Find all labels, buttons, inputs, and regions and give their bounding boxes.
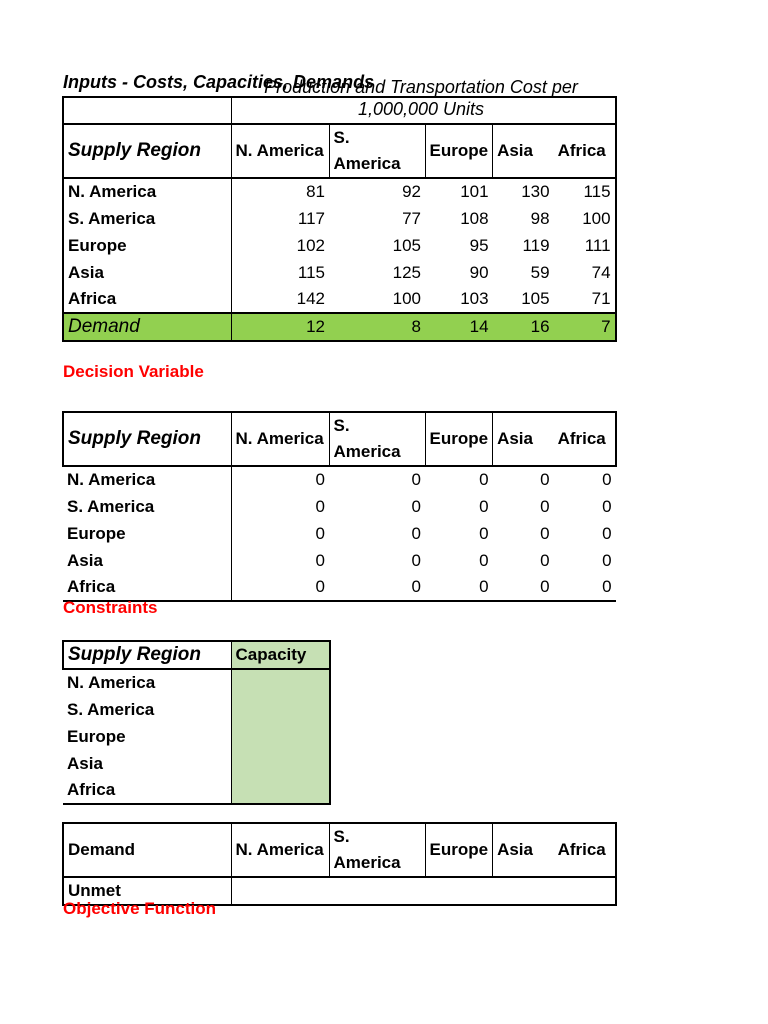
cost-cell[interactable]: 100 bbox=[554, 205, 616, 232]
capacity-cell[interactable] bbox=[231, 723, 330, 750]
table-row bbox=[63, 520, 616, 547]
row-label[interactable]: N. America bbox=[63, 178, 231, 205]
decision-cell[interactable]: 0 bbox=[540, 523, 550, 543]
decision-cell[interactable]: 0 bbox=[315, 496, 325, 516]
inputs-cost-table bbox=[62, 96, 617, 342]
row-label[interactable]: S. America bbox=[63, 493, 231, 520]
row-label[interactable]: Africa bbox=[63, 777, 231, 804]
col-header-asia[interactable]: Asia bbox=[493, 823, 554, 877]
table-row bbox=[63, 493, 616, 520]
cost-cell[interactable]: 130 bbox=[521, 182, 550, 201]
decision-cell[interactable]: 0 bbox=[411, 470, 421, 489]
unmet-cell[interactable] bbox=[425, 877, 493, 905]
col-header-europe[interactable]: Europe bbox=[425, 124, 493, 178]
decision-cell[interactable]: 0 bbox=[602, 496, 612, 516]
row-label[interactable]: Europe bbox=[63, 232, 231, 259]
cost-cell[interactable]: 74 bbox=[554, 259, 616, 286]
unmet-cell[interactable] bbox=[329, 877, 425, 905]
unmet-cell[interactable] bbox=[554, 877, 616, 905]
decision-cell[interactable]: 0 bbox=[540, 496, 550, 516]
decision-variable-title: Decision Variable bbox=[63, 362, 204, 381]
capacity-cell[interactable] bbox=[231, 777, 330, 804]
col-header-s-america[interactable]: S. America bbox=[329, 823, 425, 877]
cost-cell[interactable]: 101 bbox=[460, 182, 489, 201]
capacity-cell[interactable] bbox=[231, 696, 330, 723]
table-row bbox=[63, 777, 330, 804]
demand-header[interactable]: Demand bbox=[63, 823, 231, 877]
row-label[interactable]: Africa bbox=[63, 286, 231, 313]
decision-cell[interactable]: 0 bbox=[479, 550, 489, 570]
col-header-africa[interactable]: Africa bbox=[554, 412, 616, 466]
cost-cell[interactable]: 119 bbox=[522, 235, 550, 255]
capacity-cell[interactable] bbox=[231, 669, 330, 696]
capacity-table bbox=[62, 640, 331, 805]
col-header-africa[interactable]: Africa bbox=[554, 124, 616, 178]
row-label[interactable]: N. America bbox=[63, 669, 231, 696]
cost-cell[interactable]: 108 bbox=[460, 208, 489, 228]
decision-cell[interactable]: 0 bbox=[479, 523, 489, 543]
col-header-n-america[interactable]: N. America bbox=[231, 412, 329, 466]
decision-cell[interactable]: 0 bbox=[554, 574, 616, 601]
decision-cell[interactable]: 0 bbox=[540, 550, 550, 570]
table-row bbox=[63, 547, 616, 574]
cost-cell[interactable]: 102 bbox=[296, 235, 325, 255]
table-row bbox=[63, 259, 616, 286]
demand-cell[interactable]: 16 bbox=[493, 313, 554, 341]
decision-cell[interactable]: 0 bbox=[479, 470, 489, 489]
cost-header-cell[interactable] bbox=[231, 97, 616, 124]
cost-cell[interactable]: 71 bbox=[554, 286, 616, 313]
decision-cell[interactable]: 0 bbox=[315, 523, 325, 543]
decision-cell[interactable]: 0 bbox=[231, 574, 329, 601]
table-row bbox=[63, 232, 616, 259]
cost-cell[interactable]: 111 bbox=[554, 232, 616, 259]
decision-cell[interactable]: 0 bbox=[315, 550, 325, 570]
capacity-cell[interactable] bbox=[231, 750, 330, 777]
demand-row bbox=[63, 313, 616, 341]
supply-region-header[interactable]: Supply Region bbox=[63, 124, 231, 178]
cost-cell[interactable]: 125 bbox=[392, 262, 421, 282]
row-label[interactable]: Europe bbox=[63, 520, 231, 547]
decision-cell[interactable]: 0 bbox=[411, 496, 421, 516]
table-row bbox=[63, 286, 616, 313]
cost-cell[interactable]: 142 bbox=[296, 289, 325, 308]
table-row bbox=[63, 696, 330, 723]
demand-label[interactable]: Demand bbox=[63, 313, 231, 341]
cost-cell[interactable]: 117 bbox=[297, 208, 325, 228]
col-header-n-america[interactable]: N. America bbox=[231, 124, 329, 178]
cost-cell[interactable]: 77 bbox=[402, 208, 421, 228]
demand-cell[interactable]: 8 bbox=[329, 313, 425, 341]
cost-cell[interactable]: 105 bbox=[521, 289, 550, 308]
table-row bbox=[63, 750, 330, 777]
cost-header-line1: Production and Transportation Cost per bbox=[264, 77, 578, 97]
decision-cell[interactable]: 0 bbox=[315, 470, 325, 489]
cost-cell[interactable]: 92 bbox=[402, 182, 421, 201]
cost-cell[interactable]: 90 bbox=[469, 262, 489, 282]
row-label[interactable]: Africa bbox=[63, 574, 231, 601]
cost-cell[interactable]: 95 bbox=[469, 235, 489, 255]
cost-cell[interactable]: 115 bbox=[297, 262, 325, 282]
col-header-s-america[interactable]: S. America bbox=[329, 124, 425, 178]
decision-cell[interactable]: 0 bbox=[602, 550, 612, 570]
supply-region-header[interactable]: Supply Region bbox=[63, 641, 231, 669]
table-row bbox=[63, 205, 616, 232]
decision-cell[interactable]: 0 bbox=[411, 523, 421, 543]
capacity-header[interactable]: Capacity bbox=[231, 641, 330, 669]
col-header-s-america[interactable]: S. America bbox=[329, 412, 425, 466]
row-label[interactable]: S. America bbox=[63, 696, 231, 723]
cost-cell[interactable]: 105 bbox=[392, 235, 421, 255]
table-row bbox=[63, 574, 616, 601]
header-spacer-cell bbox=[63, 97, 231, 124]
cost-cell[interactable]: 59 bbox=[530, 262, 550, 282]
decision-cell[interactable]: 0 bbox=[479, 496, 489, 516]
row-label[interactable]: Europe bbox=[63, 723, 231, 750]
decision-cell[interactable]: 0 bbox=[540, 470, 550, 489]
row-label[interactable]: S. America bbox=[63, 205, 231, 232]
cost-cell[interactable]: 98 bbox=[530, 208, 550, 228]
objective-function-title: Objective Function bbox=[63, 899, 217, 918]
col-header-europe[interactable]: Europe bbox=[425, 412, 493, 466]
cost-cell[interactable]: 100 bbox=[392, 289, 421, 308]
decision-cell[interactable]: 0 bbox=[602, 523, 612, 543]
unmet-cell[interactable] bbox=[493, 877, 554, 905]
decision-cell[interactable]: 0 bbox=[493, 574, 554, 601]
cost-cell[interactable]: 103 bbox=[460, 289, 489, 308]
row-label[interactable]: Asia bbox=[63, 259, 231, 286]
decision-cell[interactable]: 0 bbox=[411, 550, 421, 570]
decision-cell[interactable]: 0 bbox=[425, 574, 493, 601]
cost-header-line2: 1,000,000 Units bbox=[357, 99, 485, 119]
decision-cell[interactable]: 0 bbox=[329, 574, 425, 601]
inputs-title: Inputs - Costs, Capacities, Demands bbox=[63, 72, 375, 92]
constraints-title: Constraints bbox=[63, 598, 158, 617]
demand-cell[interactable]: 14 bbox=[425, 313, 493, 341]
table-row bbox=[63, 723, 330, 750]
row-label[interactable]: N. America bbox=[63, 466, 231, 493]
demand-unmet-table bbox=[62, 822, 617, 906]
col-header-n-america[interactable]: N. America bbox=[231, 823, 329, 877]
unmet-label[interactable]: Unmet bbox=[63, 877, 231, 905]
row-label[interactable]: Asia bbox=[63, 547, 231, 574]
table-row bbox=[63, 178, 616, 205]
supply-region-header[interactable]: Supply Region bbox=[63, 412, 231, 466]
row-label[interactable]: Asia bbox=[63, 750, 231, 777]
demand-cell[interactable]: 12 bbox=[231, 313, 329, 341]
cost-cell[interactable]: 115 bbox=[554, 178, 616, 205]
col-header-europe[interactable]: Europe bbox=[425, 823, 493, 877]
demand-cell[interactable]: 7 bbox=[554, 313, 616, 341]
decision-variable-table bbox=[62, 411, 617, 602]
cost-cell[interactable]: 81 bbox=[306, 182, 325, 201]
table-row bbox=[63, 669, 330, 696]
col-header-asia[interactable]: Asia bbox=[493, 412, 554, 466]
decision-cell[interactable]: 0 bbox=[602, 470, 612, 489]
unmet-cell[interactable] bbox=[231, 877, 329, 905]
col-header-africa[interactable]: Africa bbox=[554, 823, 616, 877]
table-row bbox=[63, 466, 616, 493]
col-header-asia[interactable]: Asia bbox=[493, 124, 554, 178]
